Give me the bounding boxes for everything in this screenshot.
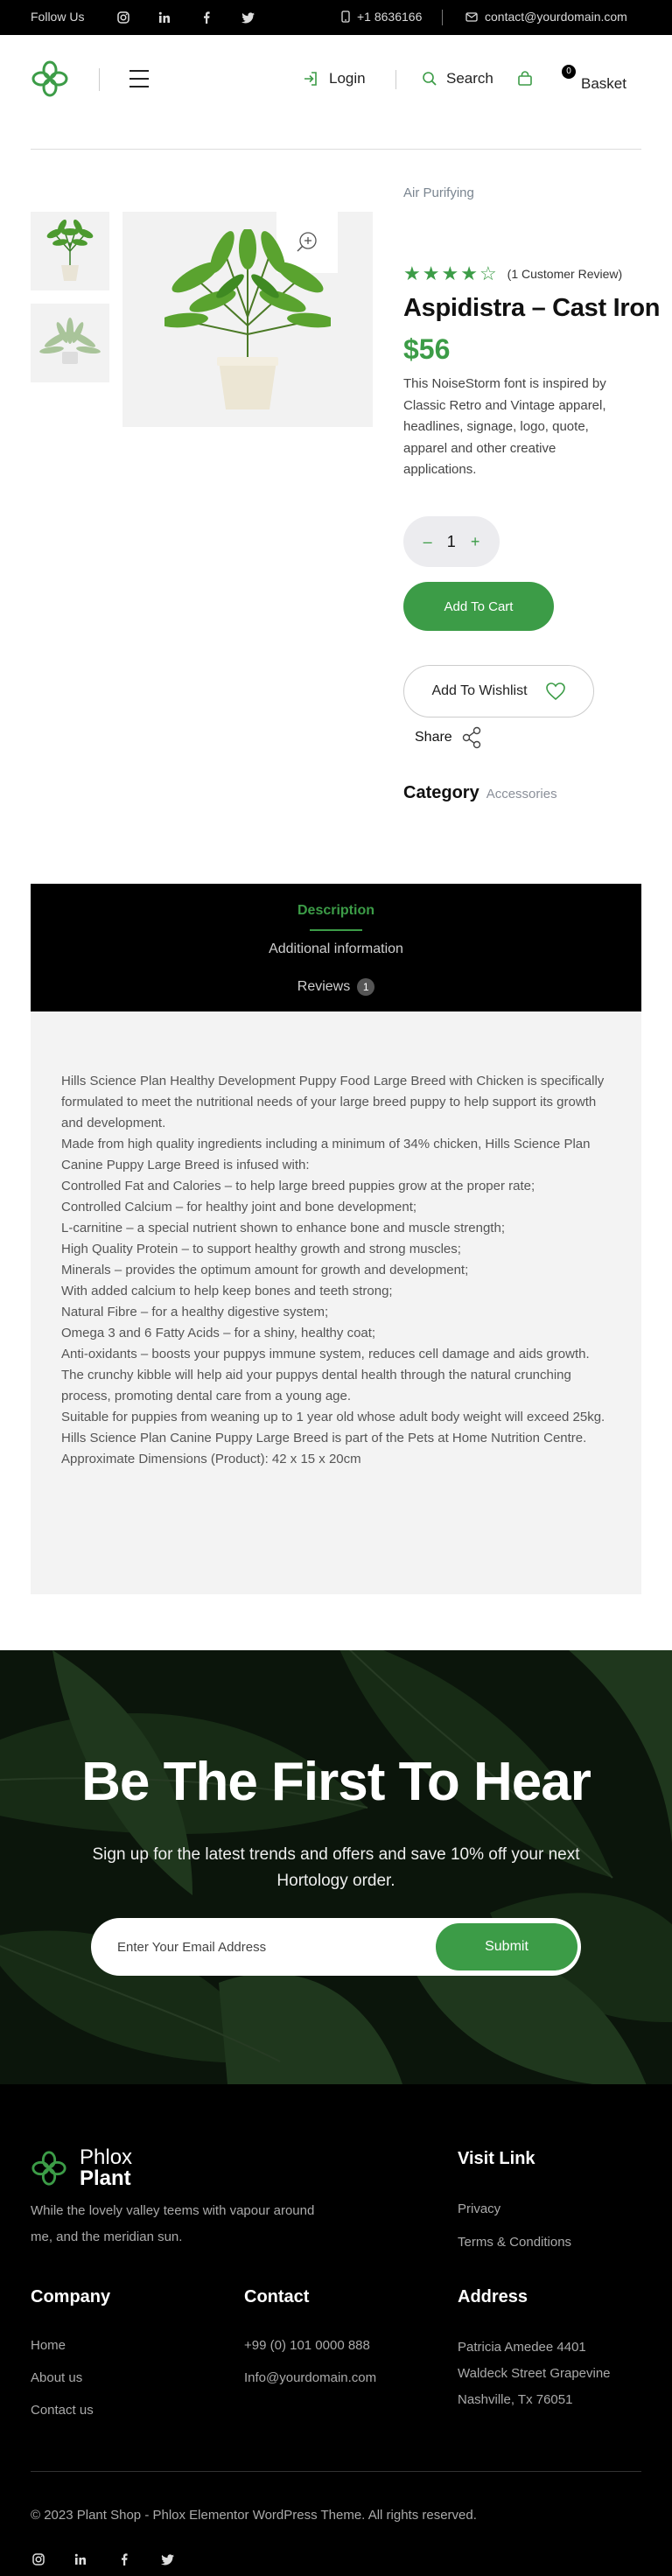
product-short-description: This NoiseStorm font is inspired by Classic Retro and Vintage apparel, headlines, signage, logo, quote, apparel and other creative applications. xyxy=(403,376,606,477)
share-button[interactable] xyxy=(415,726,482,749)
search-label: Search xyxy=(446,70,494,87)
footer-logo[interactable] xyxy=(31,2147,132,2189)
description-line: Anti-oxidants – boosts your puppys immune system, reduces cell damage and aids growth. xyxy=(61,1347,590,1362)
search-icon xyxy=(422,71,438,87)
product-category-tag[interactable]: Air Purifying xyxy=(403,186,474,200)
plant-thumbnail-image xyxy=(44,216,96,286)
product-thumbnail-2[interactable] xyxy=(31,304,109,382)
newsletter-title: Be The First To Hear xyxy=(81,1752,591,1812)
linkedin-icon[interactable] xyxy=(156,9,173,26)
footer-link-privacy[interactable]: Privacy xyxy=(458,2202,501,2216)
newsletter-submit-button[interactable]: Submit xyxy=(436,1923,578,1970)
rating xyxy=(403,264,622,284)
header-divider xyxy=(31,149,641,150)
description-line: Natural Fibre – for a healthy digestive system; xyxy=(61,1305,329,1320)
description-line: Omega 3 and 6 Fatty Acids – for a shiny, healthy coat; xyxy=(61,1326,376,1340)
tab-description[interactable]: Description xyxy=(297,903,374,918)
description-line: Hills Science Plan Canine Puppy Large Breed is part of the Pets at Home Nutrition Centre. xyxy=(61,1431,587,1446)
copyright-text: © 2023 Plant Shop - Phlox Elementor WordPress Theme. All rights reserved. xyxy=(31,2508,477,2523)
wishlist-label: Add To Wishlist xyxy=(431,683,528,698)
description-line: Hills Science Plan Healthy Development Puppy Food Large Breed with Chicken is specifically formulated to meet the nutritional needs of your large breed puppy to help support its growth and development. xyxy=(61,1074,605,1130)
basket-label: Basket xyxy=(581,75,626,92)
reviews-count-badge: 1 xyxy=(357,978,374,996)
add-to-cart-button[interactable]: Add To Cart xyxy=(403,582,554,631)
category-value-link[interactable]: Accessories xyxy=(486,787,557,802)
star-icon: ★ xyxy=(422,262,440,284)
star-empty-icon: ☆ xyxy=(479,262,497,284)
product-tabs xyxy=(31,884,641,1012)
footer-link-about[interactable]: About us xyxy=(31,2370,83,2385)
product-thumbnail-1[interactable] xyxy=(31,212,109,290)
top-bar xyxy=(0,0,672,35)
divider xyxy=(99,68,100,91)
divider xyxy=(442,10,443,25)
description-line: Approximate Dimensions (Product): 42 x 15 x 20cm xyxy=(61,1452,361,1466)
login-label: Login xyxy=(329,70,366,87)
newsletter-form xyxy=(91,1918,581,1976)
quantity-stepper xyxy=(403,516,500,567)
facebook-icon[interactable] xyxy=(116,2552,132,2567)
description-line: Made from high quality ingredients including a minimum of 34% chicken, Hills Science Plan Canine Puppy Large Breed is infused with: xyxy=(61,1137,591,1172)
description-line: With added calcium to help keep bones and teeth strong; xyxy=(61,1284,393,1298)
menu-icon[interactable] xyxy=(130,70,149,88)
description-line: Controlled Calcium – for healthy joint and bone development; xyxy=(61,1200,417,1214)
description-panel xyxy=(31,1012,641,1594)
footer-phone[interactable]: +99 (0) 101 0000 888 xyxy=(244,2338,370,2353)
plant-image xyxy=(164,229,331,417)
star-icon: ★ xyxy=(460,262,478,284)
fern-thumbnail-image xyxy=(39,317,101,369)
quantity-value[interactable]: 1 xyxy=(446,532,456,550)
visit-links-heading: Visit Link xyxy=(458,2149,536,2168)
tab-additional-information[interactable]: Additional information xyxy=(269,942,403,956)
facebook-icon[interactable] xyxy=(198,9,215,26)
description-text xyxy=(61,1071,612,1470)
address-heading: Address xyxy=(458,2287,528,2306)
twitter-icon[interactable] xyxy=(159,2552,175,2567)
mail-icon xyxy=(466,12,478,22)
search-link[interactable] xyxy=(422,70,494,88)
footer-link-contact[interactable]: Contact us xyxy=(31,2403,94,2418)
follow-us-label: Follow Us xyxy=(31,10,85,24)
logo-icon[interactable] xyxy=(31,60,69,98)
newsletter-subtitle: Sign up for the latest trends and offers and save 10% off your next Hortology order. xyxy=(92,1845,580,1890)
product-category xyxy=(403,783,557,803)
heart-icon xyxy=(545,682,566,701)
increase-quantity-button[interactable]: + xyxy=(470,532,480,550)
instagram-icon[interactable] xyxy=(31,2552,46,2567)
address-line: Waldeck Street Grapevine xyxy=(458,2366,611,2381)
footer-link-terms[interactable]: Terms & Conditions xyxy=(458,2235,572,2250)
site-header xyxy=(0,35,672,150)
product-price: $56 xyxy=(403,333,451,365)
login-link[interactable] xyxy=(303,70,366,88)
tab-reviews[interactable] xyxy=(31,978,641,996)
basket-count-badge: 0 xyxy=(562,65,576,79)
product-title: Aspidistra – Cast Iron xyxy=(403,294,661,322)
add-to-wishlist-button[interactable] xyxy=(403,665,594,718)
phone-number: +1 8636166 xyxy=(357,10,423,24)
newsletter-email-input[interactable] xyxy=(117,1918,415,1976)
newsletter-section xyxy=(0,1650,672,2084)
company-heading: Company xyxy=(31,2287,111,2306)
site-footer xyxy=(0,2084,672,2576)
description-line: Suitable for puppies from weaning up to 1 year old whose adult body weight will exceed 25kg. xyxy=(61,1410,606,1424)
login-icon xyxy=(303,71,318,87)
decrease-quantity-button[interactable]: – xyxy=(423,532,432,550)
description-line: L-carnitine – a special nutrient shown to enhance bone and muscle strength; xyxy=(61,1221,505,1236)
description-line: Minerals – provides the optimum amount for growth and development; xyxy=(61,1263,469,1278)
instagram-icon[interactable] xyxy=(115,9,132,26)
email-contact[interactable] xyxy=(466,10,627,24)
address-line: Patricia Amedee 4401 xyxy=(458,2340,586,2355)
footer-divider xyxy=(31,2471,641,2472)
footer-brand-line1: Phlox xyxy=(80,2146,133,2169)
contact-heading: Contact xyxy=(244,2287,310,2306)
shopping-bag-icon[interactable] xyxy=(516,70,534,88)
tab-reviews-label: Reviews xyxy=(297,979,351,994)
star-icon: ★ xyxy=(403,262,421,284)
description-line: The crunchy kibble will help aid your puppys dental health through the natural crunching process, promoting dental care from a young age. xyxy=(61,1368,571,1404)
footer-brand-line2: Plant xyxy=(80,2166,131,2190)
share-label: Share xyxy=(415,730,452,745)
footer-email[interactable]: Info@yourdomain.com xyxy=(244,2370,377,2385)
logo-icon xyxy=(31,2150,67,2187)
category-label: Category xyxy=(403,783,480,802)
description-line: High Quality Protein – to support healthy growth and strong muscles; xyxy=(61,1242,461,1256)
review-count-link[interactable]: (1 Customer Review) xyxy=(507,267,623,281)
star-icon: ★ xyxy=(441,262,459,284)
product-main-image xyxy=(122,212,373,427)
share-icon xyxy=(461,726,482,749)
address-line: Nashville, Tx 76051 xyxy=(458,2392,573,2407)
description-line: Controlled Fat and Calories – to help large breed puppies grow at the proper rate; xyxy=(61,1179,536,1194)
linkedin-icon[interactable] xyxy=(73,2552,88,2567)
active-tab-indicator xyxy=(310,929,362,931)
email-address: contact@yourdomain.com xyxy=(485,10,627,24)
phone-icon xyxy=(341,10,350,23)
phone-contact[interactable] xyxy=(341,10,422,24)
footer-link-home[interactable]: Home xyxy=(31,2338,66,2353)
footer-about: While the lovely valley teems with vapour around me, and the meridian sun. xyxy=(31,2203,315,2244)
twitter-icon[interactable] xyxy=(239,9,256,26)
